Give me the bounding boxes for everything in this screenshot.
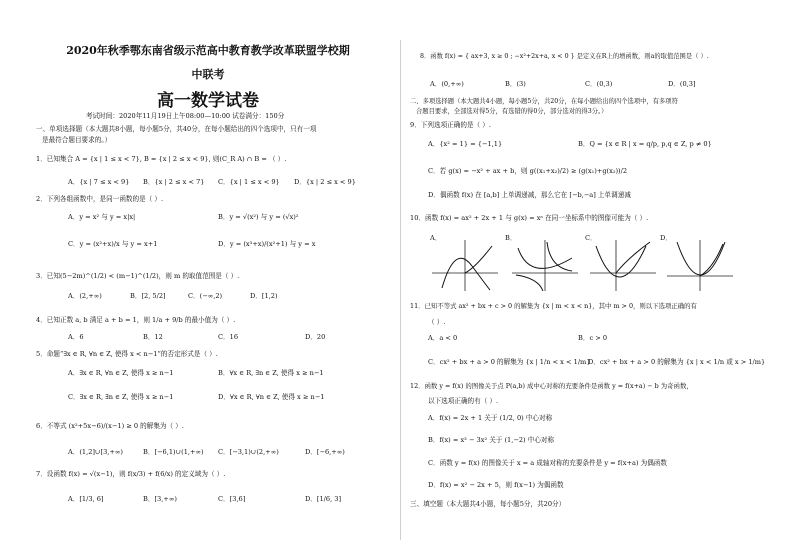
exam-title-line1: 2020年秋季鄂东南省级示范高中教育教学改革联盟学校期 [66,44,350,57]
q12-option-c: C．函数 y = f(x) 的图像关于 x = a 成轴对称的充要条件是 y = f(x+a) 为偶函数 [428,459,667,467]
q6-option-c: C．[−3,1)∪(2,+∞) [218,448,279,456]
question-12-cont: 以下选项正确的有（ ）. [428,397,499,405]
q12-option-a: A．f(x) = 2x + 1 关于 (1/2, 0) 中心对称 [428,414,553,422]
q8-option-a: A．(0,+∞) [430,80,464,88]
graph-d [665,238,735,293]
exam-info: 考试时间：2020年11月19日上午08:00—10:00 试卷满分：150分 [86,112,285,120]
q6-option-a: A．(1,2]∪[3,+∞) [68,448,123,456]
q11-option-c: C．cx² + bx + a > 0 的解集为 {x | 1/n < x < 1/m} [428,358,591,366]
q1-option-a: A．{x | 7 ≤ x < 9} [68,178,130,186]
section1-heading-cont: 是最符合题目要求的。） [42,136,112,144]
graph-d-label: D． [660,234,672,242]
q8-option-c: C．(0,3) [585,80,613,88]
question-7: 7．设函数 f(x) = √(x−1)，则 f(x/3) + f(6/x) 的定义域为（ ）. [36,470,226,478]
q4-option-d: D．20 [305,333,326,341]
q9-option-b: B．Q = {x ∈ R | x = q/p, p,q ∈ Z, p ≠ 0} [578,140,712,148]
q3-option-d: D．[1,2) [250,292,278,300]
q1-option-c: C．{x | 1 ≤ x < 9} [218,178,280,186]
q5-option-d: D．∀x ∈ R, ∀n ∈ Z, 使得 x ≥ n−1 [218,393,325,401]
q2-option-a: A．y = x² 与 y = x|x| [68,213,136,221]
q7-option-d: D．[1/6, 3] [305,495,342,503]
q11-option-b: B．c > 0 [578,334,608,342]
graph-c [588,238,658,293]
q3-option-a: A．(2,+∞) [68,292,102,300]
q7-option-c: C．[3,6] [218,495,246,503]
q2-option-d: D．y = (x³+x)/(x²+1) 与 y = x [218,240,316,248]
q11-option-a: A．a < 0 [428,334,458,342]
graph-b-label: B． [505,234,517,242]
graph-a [430,238,500,293]
q6-option-b: B．[−6,1)∪(1,+∞) [143,448,204,456]
q9-option-a: A．{x² = 1} = {−1,1} [428,140,503,148]
q4-option-c: C．16 [218,333,239,341]
graph-c-label: C． [585,234,597,242]
q3-option-b: B．[2, 5/2] [130,292,166,300]
question-3: 3．已知(5−2m)^(1/2) < (m−1)^(1/2)，则 m 的取值范围是（ ）. [36,272,240,280]
question-11-cont: （ ）. [428,318,446,326]
section3-heading: 三、填空题（本大题共4小题，每小题5分，共20分） [410,500,566,508]
q9-option-c: C．若 g(x) = −x² + ax + b，则 g((x₁+x₂)/2) ≥ (g(x₁)+g(x₂))/2 [428,167,628,175]
question-1: 1．已知集合 A = {x | 1 ≤ x < 7}, B = {x | 2 ≤ x < 9}, 则(C_R A) ∩ B = （ ）. [36,155,287,163]
exam-main-title: 高一数学试卷 [157,91,259,111]
exam-title-line2: 中联考 [191,68,225,81]
q5-option-a: A．∃x ∈ R, ∀n ∈ Z, 使得 x ≥ n−1 [68,369,174,377]
question-2: 2．下列各组函数中，是同一函数的是（ ）. [36,195,164,203]
section2-heading: 二、多项选择题（本大题共4小题，每小题5分，共20分，在每小题给出的四个选项中，有多项符 [410,98,678,105]
section1-heading: 一、单项选择题（本大题共8小题，每小题5分，共40分，在每小题给出的四个选项中，只有一项 [36,125,317,133]
question-4: 4．已知正数 a, b 满足 a + b = 1，则 1/a + 9/b 的最小值为（ ）. [36,316,236,324]
q7-option-a: A．[1/3, 6] [68,495,104,503]
question-11: 11．已知不等式 ax² + bx + c > 0 的解集为 {x | m < x < n}，其中 m > 0，则以下选项正确的有 [410,302,697,310]
q12-option-d: D．f(x) = x² − 2x + 5，则 f(x−1) 为偶函数 [428,481,564,489]
q5-option-b: B．∀x ∈ R, ∃n ∈ Z, 使得 x ≥ n−1 [218,369,324,377]
question-6: 6．不等式 (x²+5x−6)/(x−1) ≥ 0 的解集为（ ）. [36,422,184,430]
q5-option-c: C．∃x ∈ R, ∃n ∈ Z, 使得 x ≥ n−1 [68,393,174,401]
q4-option-b: B．12 [143,333,163,341]
column-divider [400,40,401,540]
q9-option-d: D．偶函数 f(x) 在 [a,b] 上单调递减，那么它在 [−b,−a] 上单调递减 [428,191,631,199]
question-5: 5．命题“∃x ∈ R, ∀n ∈ Z, 使得 x < n−1”的否定形式是（ ）. [36,350,218,358]
q2-option-c: C．y = (x²+x)/x 与 y = x+1 [68,240,158,248]
question-12: 12．函数 y = f(x) 的图像关于点 P(a,b) 成中心对称的充要条件是函数 y = f(x+a) − b 为奇函数， [410,382,693,390]
q2-option-b: B．y = √(x²) 与 y = (√x)² [218,213,299,221]
graph-b [510,238,580,293]
q11-option-d: D．cx² + bx + a > 0 的解集为 {x | x < 1/n 或 x > 1/m} [588,358,766,366]
question-10: 10．函数 f(x) = ax² + 2x + 1 与 g(x) = xᵃ 在同一坐标系中的图像可能为（ ）. [410,214,649,222]
q1-option-b: B．{x | 2 ≤ x < 7} [143,178,205,186]
section2-heading-cont: 合题目要求，全部选对得5分，有选错的得0分，部分选对的得3分。） [416,108,608,115]
graph-a-label: A． [430,234,442,242]
q7-option-b: B．[3,+∞) [143,495,177,503]
question-9: 9．下列选项正确的是（ ）. [410,121,491,129]
q1-option-d: D．{x | 2 ≤ x < 9} [294,178,356,186]
q8-option-b: B．(3) [505,80,526,88]
q8-option-d: D．(0,3] [668,80,696,88]
q3-option-c: C．(−∞,2) [188,292,223,300]
q6-option-d: D．[−6,+∞) [305,448,345,456]
q12-option-b: B．f(x) = x³ − 3x² 关于 (1,−2) 中心对称 [428,436,555,444]
question-8: 8．函数 f(x) = { ax+3, x ≥ 0 ; −x²+2x+a, x < 0 } 是定义在R上的增函数，则a的取值范围是（ ）. [420,53,709,60]
q4-option-a: A．6 [68,333,84,341]
